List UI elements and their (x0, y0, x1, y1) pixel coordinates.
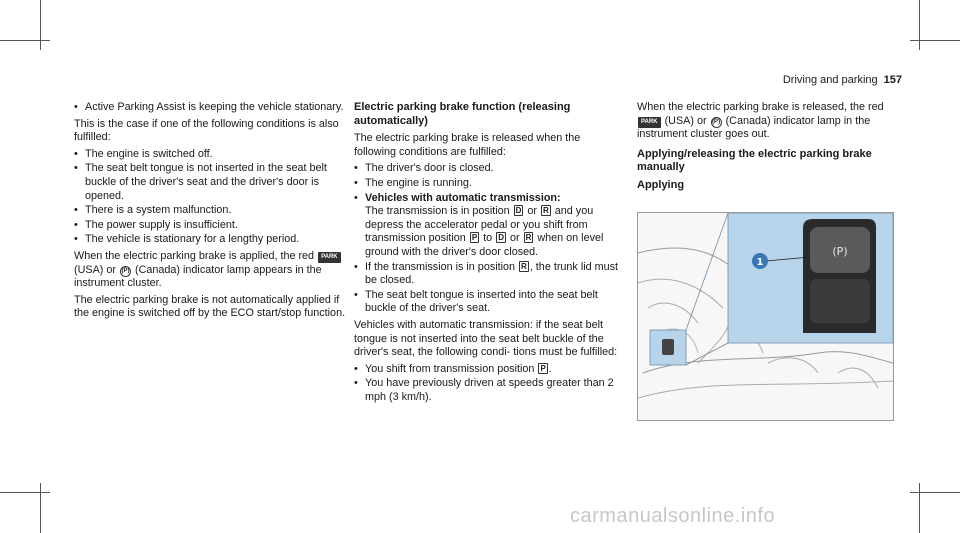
gear-r-icon: R (543, 206, 549, 216)
crop-mark (40, 0, 41, 50)
paragraph: Vehicles with automatic transmission: if the seat belt tongue is not inserted into the seat belt buckle of the driver's seat, the following condi- tions must be fulfilled: (354, 318, 618, 359)
text: when on level ground with the driver's door closed. (365, 232, 604, 258)
list-item: • The seat belt tongue is inserted into the seat belt buckle of the driver's seat. (354, 289, 622, 316)
parking-brake-lamp-icon: (P) (120, 266, 131, 277)
bold-label: Vehicles with automatic transmission: (365, 191, 561, 204)
text: When the electric parking brake is applied, the red (74, 249, 315, 262)
section-heading: Applying/releasing the electric parking brake manually (637, 147, 872, 174)
list-item: • The engine is switched off. (74, 148, 354, 162)
list-item: • The driver's door is closed. (354, 162, 622, 176)
text: If the transmission is in position (365, 260, 516, 273)
parking-brake-illustration (637, 212, 894, 421)
crop-mark (919, 0, 920, 50)
crop-mark (919, 483, 920, 533)
text: (Canada) indicator lamp appears in the instrument cluster. (74, 263, 322, 290)
list-item (354, 261, 622, 288)
text: or (527, 205, 538, 218)
park-lamp-icon: PARK (318, 252, 341, 263)
gear-p-icon: P (471, 233, 478, 243)
watermark-text: carmanualsonline.info (570, 505, 776, 527)
text: and you depress the accelerator pedal or you shift from transmission position (365, 205, 594, 245)
automatic-transmission-list (354, 363, 622, 405)
text: (USA) or (664, 114, 707, 127)
gear-d-icon: D (498, 233, 504, 243)
gear-d-icon: D (515, 206, 522, 216)
parking-brake-lamp-icon: (P) (711, 117, 722, 128)
text: (USA) or (74, 263, 116, 276)
list-item: • The seat belt tongue is not inserted in the seat belt buckle of the driver's seat and the driver's door is opened. (74, 162, 354, 203)
paragraph (74, 250, 354, 291)
text: (Canada) indicator lamp in the instrument cluster goes out. (637, 114, 871, 141)
page-number: 157 (883, 74, 902, 86)
list-item: • You have previously driven at speeds greater than 2 mph (3 km/h). (354, 377, 622, 404)
text: . (548, 362, 552, 375)
text: , the trunk lid must be closed. (365, 260, 619, 287)
paragraph (637, 101, 895, 142)
column-3 (637, 101, 895, 197)
column-1 (74, 101, 354, 324)
list-top (74, 101, 354, 115)
text: You shift from transmission position (365, 362, 535, 375)
list-item: • The engine is running. (354, 177, 622, 191)
subsection-heading: Applying (637, 178, 685, 191)
crop-mark (910, 492, 960, 493)
gear-r-icon: R (525, 233, 532, 243)
list-item: • Active Parking Assist is keeping the vehicle stationary. (74, 101, 354, 115)
list-item: • There is a system malfunction. (74, 204, 354, 218)
crop-mark (40, 483, 41, 533)
paragraph: The electric parking brake is released when the following conditions are fulfilled: (354, 132, 581, 158)
text: When the electric parking brake is released, the red (637, 101, 884, 113)
text: The transmission is in position (365, 205, 510, 218)
crop-mark (0, 40, 50, 41)
column-2 (354, 101, 622, 407)
conditions-list (74, 148, 354, 247)
park-lamp-icon: PARK (638, 117, 661, 128)
crop-mark (0, 492, 50, 493)
crop-mark (910, 40, 960, 41)
callout-number: 1 (756, 257, 764, 268)
list-item: • The vehicle is stationary for a lengthy period. (74, 233, 354, 247)
paragraph: This is the case if one of the following conditions is also fulfilled: (74, 117, 339, 144)
text: to (483, 232, 493, 245)
gear-p-icon: P (540, 363, 546, 373)
list-item: • The power supply is insufficient. (74, 219, 354, 233)
parking-brake-icon: (P) (832, 245, 848, 258)
cockpit-drawing (638, 213, 893, 420)
section-title: Driving and parking (782, 74, 878, 86)
page-header (783, 74, 902, 88)
text: or (509, 232, 520, 245)
paragraph: The electric parking brake is not automatically applied if the engine is switched off by the ECO start/stop function. (74, 293, 346, 320)
release-conditions-list (354, 162, 622, 316)
list-item (354, 192, 622, 260)
section-heading: Electric parking brake function (releasing automatically) (354, 101, 571, 127)
list-item (354, 363, 622, 377)
gear-r-icon: R (521, 261, 527, 271)
